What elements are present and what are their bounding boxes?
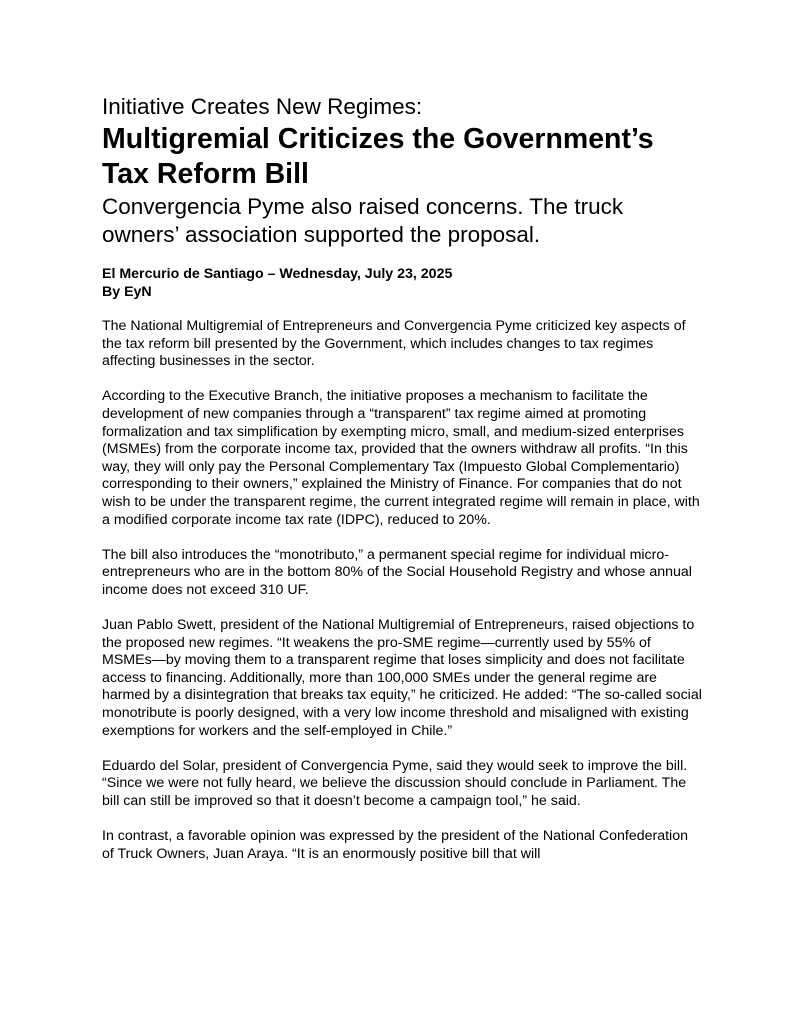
article-paragraph: In contrast, a favorable opinion was expressed by the president of the National Confederation of Truck Owners, Juan Araya. “It is an enormously positive bill that will [102,828,688,862]
article-headline: Multigremial Criticizes the Government’s Tax Reform Bill [102,123,654,190]
article-kicker: Initiative Creates New Regimes: [102,94,423,119]
byline [102,265,702,301]
article-subheadline: Convergencia Pyme also raised concerns. The truck owners’ association supported the proposal. [102,194,624,247]
article-paragraph: Eduardo del Solar, president of Convergencia Pyme, said they would seek to improve the bill. “Since we were not fully heard, we believe the discussion should conclude in Parliament. The bill can still be improved so that it doesn’t become a campaign tool,” he said. [102,757,688,810]
author-line: By EyN [102,284,152,300]
article-page [102,92,702,881]
source-line: El Mercurio de Santiago – Wednesday, July 23, 2025 [102,266,453,282]
article-body [102,318,702,863]
article-paragraph: Juan Pablo Swett, president of the National Multigremial of Entrepreneurs, raised objections to the proposed new regimes. “It weakens the pro-SME regime—currently used by 55% of MSMEs—by moving them to a transparent regime that loses simplicity and does not facilitate access to financing. Additionally, more than 100,000 SMEs under the general regime are harmed by a disintegration that breaks tax equity,” he criticized. He added: “The so-called social monotribute is poorly designed, with a very low income threshold and misaligned with existing exemptions for workers and the self-employed in Chile.” [102,617,702,739]
article-paragraph: According to the Executive Branch, the initiative proposes a mechanism to facilitate the development of new companies through a “transparent” tax regime aimed at promoting formalization and tax simplification by exempting micro, small, and medium-sized enterprises (MSMEs) from the corporate income tax, provided that the owners withdraw all profits. “In this way, they will only pay the Personal Complementary Tax (Impuesto Global Complementario) corresponding to their owners,” explained the Ministry of Finance. For companies that do not wish to be under the transparent regime, the current integrated regime will remain in place, with a modified corporate income tax rate (IDPC), reduced to 20%. [102,388,700,528]
article-paragraph: The National Multigremial of Entrepreneurs and Convergencia Pyme criticized key aspects of the tax reform bill presented by the Government, which includes changes to tax regimes affecting businesses in the sector. [102,318,686,370]
article-paragraph: The bill also introduces the “monotributo,” a permanent special regime for individual micro-entrepreneurs who are in the bottom 80% of the Social Household Registry and whose annual income does not exceed 310 UF. [102,546,692,598]
